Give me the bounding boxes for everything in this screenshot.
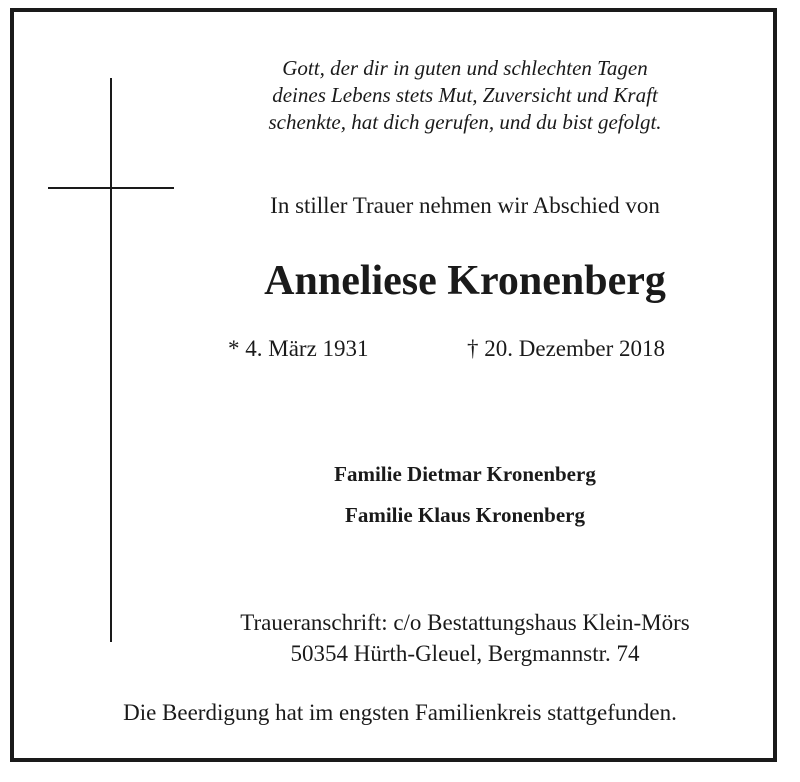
death-date: † 20. Dezember 2018 [467, 336, 665, 361]
family-name-2: Familie Klaus Kronenberg [345, 503, 585, 527]
cross-icon-horizontal-bar [48, 187, 174, 189]
address-line-1: Traueranschrift: c/o Bestattungshaus Klein-Mörs [240, 610, 690, 635]
family-name-1: Familie Dietmar Kronenberg [334, 462, 596, 486]
verse-line-3: schenkte, hat dich gerufen, und du bist gefolgt. [268, 110, 662, 134]
memorial-verse [160, 55, 770, 136]
verse-line-1: Gott, der dir in guten und schlechten Tagen [282, 56, 648, 80]
address-line-2: 50354 Hürth-Gleuel, Bergmannstr. 74 [290, 641, 640, 666]
funeral-note: Die Beerdigung hat im engsten Familienkreis stattgefunden. [123, 700, 677, 725]
verse-line-2: deines Lebens stets Mut, Zuversicht und Kraft [272, 83, 658, 107]
deceased-name: Anneliese Kronenberg [264, 258, 666, 304]
cross-icon-vertical-bar [110, 78, 112, 642]
birth-date: * 4. März 1931 [228, 336, 369, 361]
mourning-address [160, 607, 770, 669]
farewell-intro: In stiller Trauer nehmen wir Abschied von [270, 193, 660, 218]
